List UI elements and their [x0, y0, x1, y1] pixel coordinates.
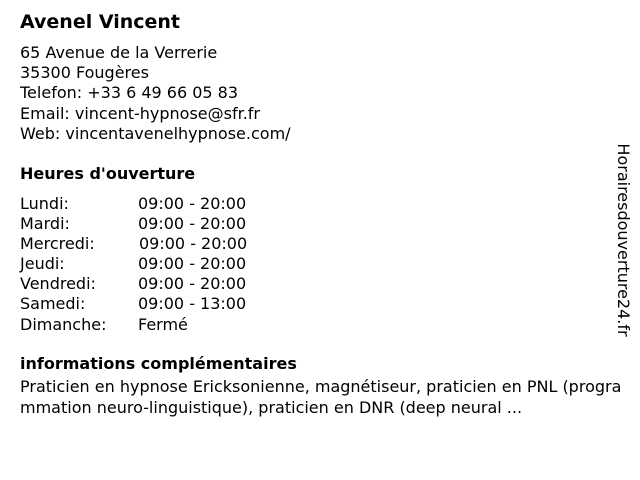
- time-value: 09:00 - 20:00: [138, 214, 247, 234]
- contact-block: [20, 43, 291, 144]
- address-street: 65 Avenue de la Verrerie: [20, 43, 218, 62]
- day-label: Mardi:: [20, 214, 70, 234]
- day-label: Lundi:: [20, 194, 69, 213]
- address-city: 35300 Fougères: [20, 63, 149, 83]
- time-value: 09:00 - 20:00: [139, 234, 248, 254]
- phone-number[interactable]: Telefon: +33 6 49 66 05 83: [20, 83, 239, 103]
- time-value: 09:00 - 20:00: [138, 274, 247, 294]
- time-value: 09:00 - 20:00: [138, 254, 247, 274]
- time-value: Fermé: [138, 314, 188, 334]
- hours-heading: Heures d'ouverture: [20, 164, 196, 183]
- day-label: Samedi:: [20, 294, 86, 314]
- time-value: 09:00 - 13:00: [138, 294, 247, 314]
- info-description: Praticien en hypnose Ericksonienne, magnétiseur, praticien en PNL (programmation neuro-linguistique), praticien en DNR (deep neural ...: [20, 377, 622, 417]
- day-label: Vendredi:: [20, 274, 96, 294]
- website-link[interactable]: Web: vincentavenelhypnose.com/: [20, 123, 291, 143]
- watermark-text: Horairesdouverture24.fr: [614, 143, 633, 337]
- email-address[interactable]: Email: vincent-hypnose@sfr.fr: [20, 103, 260, 123]
- business-name: Avenel Vincent: [20, 11, 181, 33]
- day-label: Dimanche:: [20, 314, 107, 334]
- info-heading: informations complémentaires: [20, 354, 297, 373]
- time-value: 09:00 - 20:00: [138, 194, 247, 213]
- day-label: Mercredi:: [20, 234, 95, 254]
- day-label: Jeudi:: [20, 254, 65, 274]
